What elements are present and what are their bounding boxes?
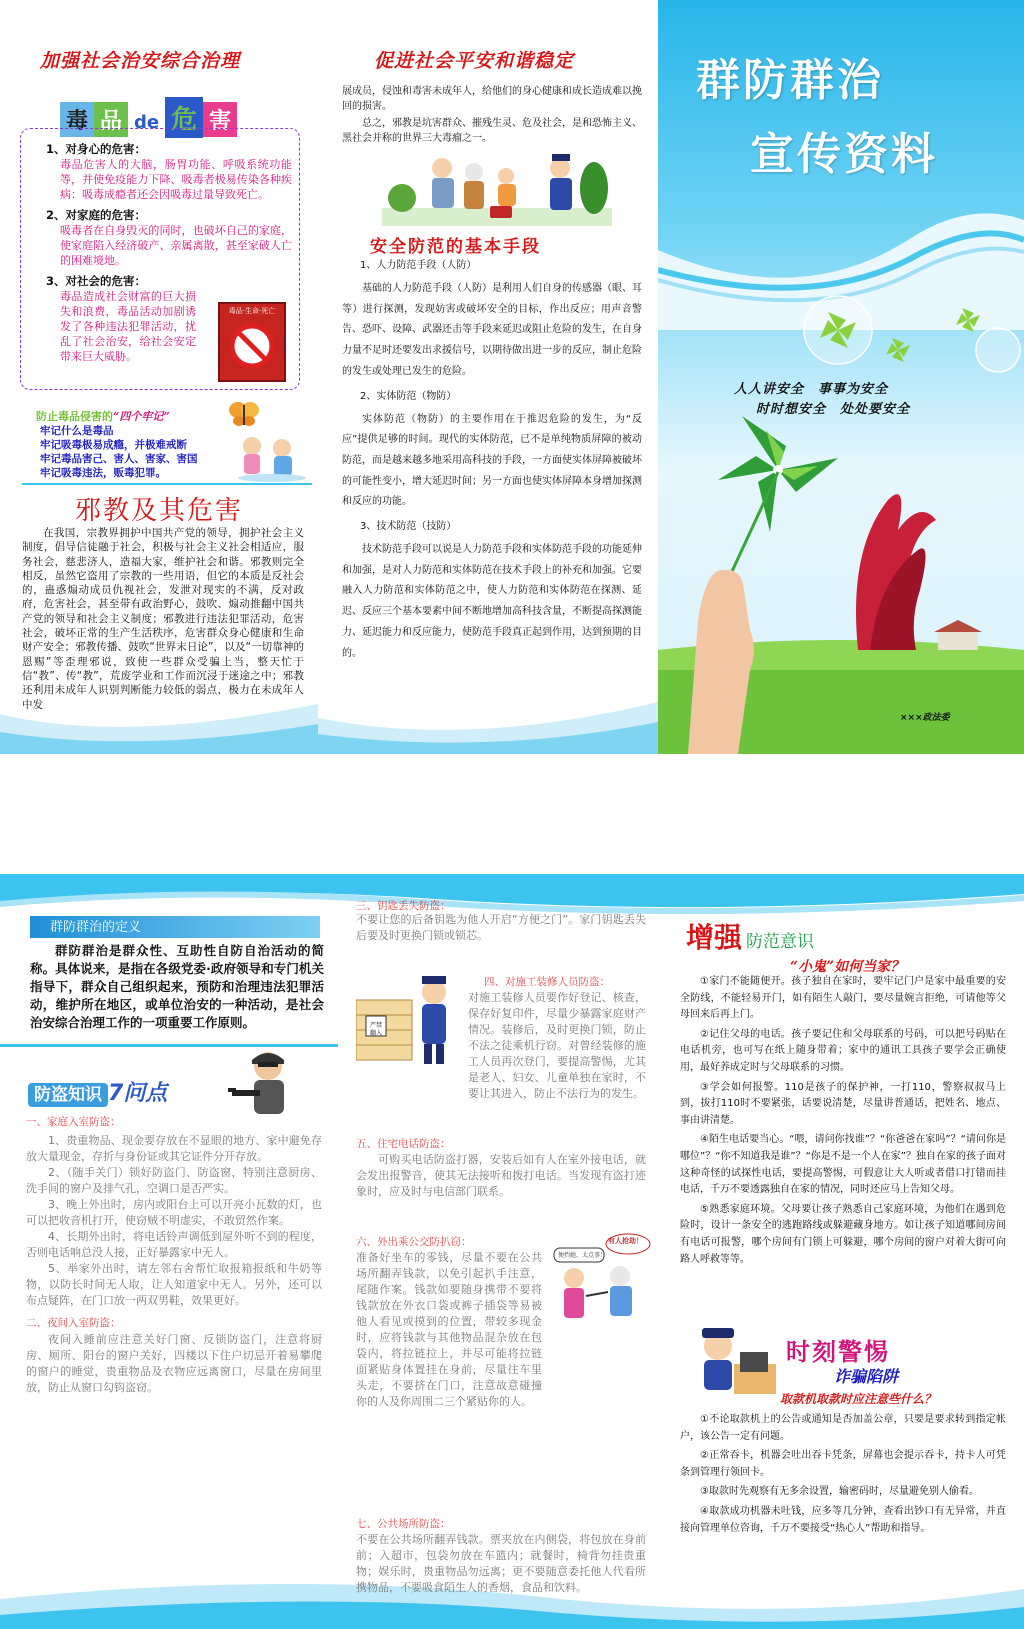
panel-theft-continued [338, 874, 662, 1629]
s7-body: 不要在公共场所翻弄钱款。票夹放在内侧袋，将包放在身前前；入超市，包袋勿放在车篮内；就餐时，椅背勿挂贵重物；娱乐时，贵重物品勿远离；更不要随意委托他人代看所携物品，不要吸食陌生人的香烟，食品和饮料。 [356, 1533, 646, 1594]
section-3-title: 3、技术防范（技防） [360, 521, 457, 533]
atm-item-1: ①不论取款机上的公告或通知是否加盖公章，只要是要求转到指定帐户，该公告一定有问题。 [680, 1414, 1006, 1442]
atm-item-2: ②正常吞卡，机器会吐出吞卡凭条，屏幕也会提示吞卡，持卡人可凭条到管理行领回卡。 [680, 1450, 1006, 1478]
remember-4: 牢记吸毒违法，贩毒犯罪。 [40, 467, 166, 479]
kids-item-5: ⑤熟悉家庭环境。父母要让孩子熟悉自己家庭环境，为他们在遇到危险时，设计一条安全的逃跑路线或躲避藏身地方。如让孩子知道哪间房间有电话可报警，哪个房间有门锁上可躲避，哪个房间的窗户对着大街可向路人呼救等等。 [680, 1203, 1006, 1265]
divider [22, 483, 312, 485]
drug-poster [218, 302, 286, 382]
kids-illustration [236, 430, 308, 482]
hazard-2-title: 2、对家庭的危害： [46, 208, 147, 222]
s4-body: 对施工装修人员要作好登记、核查，保存好复印件，尽量少暴露家庭财产情况。装修后，及时更换门锁，防止不法之徒乘机行窃。对曾经装修的施工人员再次登门，要提高警惕，尤其是老人、妇女、儿童单独在家时，不要让其进入，防止不法行为的发生。 [468, 991, 646, 1100]
brochure-inner-side [0, 874, 1024, 1629]
s6-title: 六、外出乘公交防扒窃： [356, 1236, 472, 1248]
home-item-1: 1、贵重物品、现金要存放在不显眼的地方、家中避免存放大量现金，存折与身份证或其它证件分开存放。 [26, 1134, 322, 1163]
s5-body: 可购买电话防盗打器，安装后如有人在室外接电话，就会发出报警音，使其无法接听和拨打电话。当发现有盗打迹象时，应及时与电信部门联系。 [356, 1153, 646, 1198]
prohibition-icon [220, 316, 284, 376]
slogan-2: 时时想安全 处处要安全 [756, 402, 911, 417]
tile-3: de [128, 110, 165, 135]
night-theft-title: 二、夜间入室防盗： [26, 1317, 121, 1329]
section-2-title: 2、实体防范（物防） [360, 390, 457, 402]
cult-summary: 总之，邪教是坑害群众、摧残生灵、危及社会，是和恐怖主义、黑社会并称的世界三大毒瘤之一。 [342, 118, 642, 144]
home-item-2: 2、（随手关门）锁好防盗门、防盗窗，特别注意厨房、洗手间的窗户及排气孔，空调口是否严实。 [26, 1166, 322, 1195]
police-family-illustration [382, 148, 612, 228]
night-theft-body: 夜间入睡前应注意关好门窗、反锁防盗门，注意将厨房、厕所、阳台的窗户关好，四楼以下住户切忌开着易攀爬的窗户的睡觉，贵重物品及衣物应远离窗口，尽量在房间里放，防止从窗口勾钩盗窃。 [26, 1333, 322, 1394]
home-item-4: 4、长期外出时，将电话铃声调低到屋外听不到的程度，否则电话响总没人接，正好暴露家中无人。 [26, 1230, 322, 1259]
s7-title: 七、公共场所防盗： [356, 1518, 451, 1530]
middle-heading: 促进社会平安和谐稳定 [374, 50, 575, 72]
safety-sections [342, 258, 642, 664]
hazard-3-body: 毒品造成社会财富的巨大损失和浪费，毒品活动加剧诱发了各种违法犯罪活动，扰乱了社会治安，给社会安定带来巨大威胁。 [60, 290, 196, 363]
cult-body: 在我国，宗教界拥护中国共产党的领导，拥护社会主义制度，倡导信徒融于社会，积极与社会主义社会相适应，服务社会，慈悲济人，造福大家，维护社会和谐。邪教则完全相反，虽然它盗用了宗教的一些用语，但它的本质是反社会的，蛊惑煽动成员仇视社会，发泄对现实的不满，反对政府，危害社会，甚至带有政治野心，鼓吹、煽动推翻中国共产党的领导和社会主义制度；邪教进行违法犯罪活动，危害社会，破坏正常的生产生活秩序，危害群众身心健康和生命财产安全；邪教传播、鼓吹“世界末日论”，以及“一切靠神的恩赐”等歪理邪说，致使一些群众受骗上当，整天忙于信“教”、传“教”，荒废学业和工作而沉浸于迷途之中；邪教还利用未成年人识别判断能力较低的弱点，极力在未成年人中发 [22, 527, 304, 711]
atm-item-3: ③取款时先观察有无多余设置，输密码时，尽量避免别人偷看。 [700, 1486, 979, 1498]
home-item-5: 5、举家外出时，请左邻右舍帮忙取报箱报纸和牛奶等物，以防长时间无人取，让人知道家中无人。另外，还可以布点疑阵，在门口放一两双男鞋，效果更好。 [26, 1262, 322, 1307]
tile-2: 品 [94, 102, 128, 137]
cover-title-line1: 群防群治 [696, 55, 884, 106]
wave-decoration [318, 684, 658, 754]
s3-body: 不要让您的后备钥匙为他人开启“方便之门”。家门钥匙丢失后要及时更换门锁或锁芯。 [356, 913, 646, 942]
panel-definition-theft [0, 874, 338, 1629]
panel-cover [658, 0, 1024, 754]
hazard-3-title: 3、对社会的危害： [46, 274, 147, 288]
bubble-text-2: 便挡她、太点事！ [558, 1252, 607, 1259]
section-3-body: 技术防范手段可以说是人力防范手段和实体防范手段的功能延伸和加强，是对人力防范和实体防范在技术手段上的补充和加强。它要融入人力防范和实体防范之中，使人力防范和实体防范在探测、延迟、反应三个基本要素中间不断地增加高科技含量，不断提高探测能力、延迟能力和反应能力，使防范手段真正起到作用，达到预期的目的。 [342, 544, 642, 659]
def-title: 群防群治的定义 [50, 920, 142, 935]
bubble-text: 有人抢劫！ [608, 1237, 643, 1245]
four-remember-title: 防止毒品侵害的“四个牢记” [36, 410, 170, 423]
s3-title: 三、钥匙丢失防盗： [356, 900, 451, 912]
hazard-2-body: 吸毒者在自身毁灭的同时，也破坏自己的家庭，使家庭陷入经济破产、亲属离散，甚至家破人亡的困难境地。 [60, 224, 292, 267]
kids-item-2: ②记住父母的电话。孩子要记住和父母联系的号码，可以把号码贴在电话机旁，也可写在纸上随身带着；家中的通讯工具孩子要学会正确使用，最好养成定时与父母联系的习惯。 [680, 1028, 1006, 1073]
panel-drug-hazards [0, 0, 318, 754]
section-1-body: 基础的人力防范手段（人防）是利用人们自身的传感器（眼、耳等）进行探测，发现妨害或破坏安全的目标，作出反应；用声音警告、恐吓、设障、武器还击等手段来延迟或阻止危险的发生，在自身力量不足时还要发出求援信号，以期待做出进一步的反应，制止危险的发生或处理已发生的危险。 [342, 283, 642, 377]
cult-heading: 邪教及其危害 [74, 496, 243, 526]
atm-item-4: ④取款成功机器未吐钱，应多等几分钟，查看出钞口有无异常，并直接向管理单位咨询，千万不要接受“热心人”帮助和指导。 [680, 1505, 1006, 1534]
remember-1: 牢记什么是毒品 [40, 425, 114, 437]
cult-continued: 展成员，侵蚀和毒害未成年人，给他们的身心健康和成长造成难以挽回的损害。 [342, 86, 642, 112]
remember-2: 牢记吸毒极易成瘾，并极难戒断 [40, 439, 187, 451]
kids-subtitle: “小鬼”如何当家？ [790, 959, 905, 975]
kids-list [680, 974, 1006, 1268]
cover-title-line2: 宣传资料 [750, 129, 938, 180]
butterfly-icon [228, 400, 260, 428]
section-1-title: 1、人力防范手段（人防） [360, 260, 477, 271]
drug-poster-label: 毒品·生命·死亡 [228, 307, 276, 315]
def-title-bar [30, 916, 320, 938]
s4-title: 四、对施工装修人员防盗： [484, 976, 610, 988]
four-remember-list [40, 424, 198, 480]
kids-item-4: ④陌生电话要当心。“喂，请问你找谁”？“你爸爸在家吗”？“请问你是哪位”？“你不知道我是谁”？“你是不是一个人在家”？独自在家的孩子面对这种奇怪的试探性电话，要提高警惕，可假意让大人听或者借口打错而挂电话，千万不要透露独自在家的情况，同时还应马上告知父母。 [680, 1134, 1006, 1196]
slogan-1: 人人讲安全 事事为安全 [734, 382, 889, 397]
tile-5: 害 [203, 102, 237, 137]
wall-sign: 严禁翻入 [370, 1022, 383, 1037]
panel-kids-fraud [662, 874, 1024, 1629]
remember-3: 牢记毒品害己、害人、害家、害国 [40, 453, 198, 465]
bubbles-pinwheels [798, 290, 1024, 390]
home-theft-title: 一、家庭入室防盗： [26, 1116, 121, 1128]
theft-title: 防盗知识 7问点 [28, 1076, 167, 1107]
cover-footer: ×××政法委 [900, 713, 950, 723]
s5-title: 五、住宅电话防盗： [356, 1138, 451, 1150]
tile-1: 毒 [60, 102, 94, 137]
atm-title: 取款机取款时应注意些什么？ [780, 1392, 937, 1406]
police-desk-illustration [690, 1326, 780, 1398]
pinwheel-landscape [658, 400, 1024, 754]
fraud-title: 诈骗陷阱 [834, 1367, 899, 1386]
left-heading: 加强社会治安综合治理 [40, 50, 241, 72]
brochure-outer-side [0, 0, 1024, 754]
kids-item-3: ③学会如何报警。110是孩子的保护神，一打110，警察叔叔马上到，拔打110时不要紧张，话要说清楚，尽量讲普通话，把姓名、地点、事由讲清楚。 [680, 1081, 1006, 1126]
def-body: 群防群治是群众性、互助性自防自治活动的简称。具体说来，是指在各级党委·政府领导和专门机关指导下，群众自己组织起来，预防和治理违法犯罪活动，维护所在地区，或单位治安的一种活动，是社会治安综合治理工作的一项重要工作原则。 [30, 943, 324, 1030]
home-theft-list [26, 1114, 322, 1396]
s6-body: 准备好坐车的零钱，尽量不要在公共场所翻弄钱款，以免引起扒手注意，尾随作案。钱款如要随身携带不要将钱款放在外衣口袋或裤子插袋等易被他人看见或摸到的位置，带较多现金时，应将钱款与其他物品混杂放在包袋内，将拉链拉上，并尽可能将拉链面紧贴身体置挂在身前，尽量往车里头走，不要挤在门口，注意故意碰撞你的人及你周围二三个紧贴你的人。 [356, 1251, 542, 1408]
home-item-3: 3、晚上外出时，房内或阳台上可以开亮小瓦数的灯，也可以把收音机打开，使窃贼不明虚实，不敢贸然作案。 [26, 1198, 322, 1227]
hazard-1-body: 毒品危害人的大脑，肠胃功能、呼吸系统功能等，并使免疫能力下降、吸毒者极易传染各种疾病：吸毒成瘾者还会因吸毒过量导致死亡。 [60, 158, 292, 201]
tile-4: 危 [165, 97, 203, 138]
safety-heading: 安全防范的基本手段 [370, 237, 541, 257]
alert-title: 时刻警惕 [786, 1338, 890, 1366]
sheet-gap [0, 754, 1024, 874]
atm-list [680, 1412, 1006, 1537]
enhance-title: 增强 防范意识 [686, 921, 815, 954]
hazard-1-title: 1、对身心的危害： [46, 142, 147, 156]
section-2-body: 实体防范（物防）的主要作用在于推迟危险的发生，为“反应”提供足够的时间。现代的实体防范，已不是单纯物质屏障的被动防范，而是越来越多地采用高科技的手段，一方面使实体屏障被破坏的可能性变小，增大延迟时间；另一方面也使实体屏障本身增加探测和反应的功能。 [342, 413, 642, 508]
panel-safety-measures [318, 0, 658, 754]
kids-item-1: ①家门不能随便开。孩子独自在家时，要牢记门户是家中最重要的安全防线，不能轻易开门，如有陌生人敲门，要尽量婉言拒绝，可请他等父母回来后再上门。 [680, 976, 1006, 1021]
